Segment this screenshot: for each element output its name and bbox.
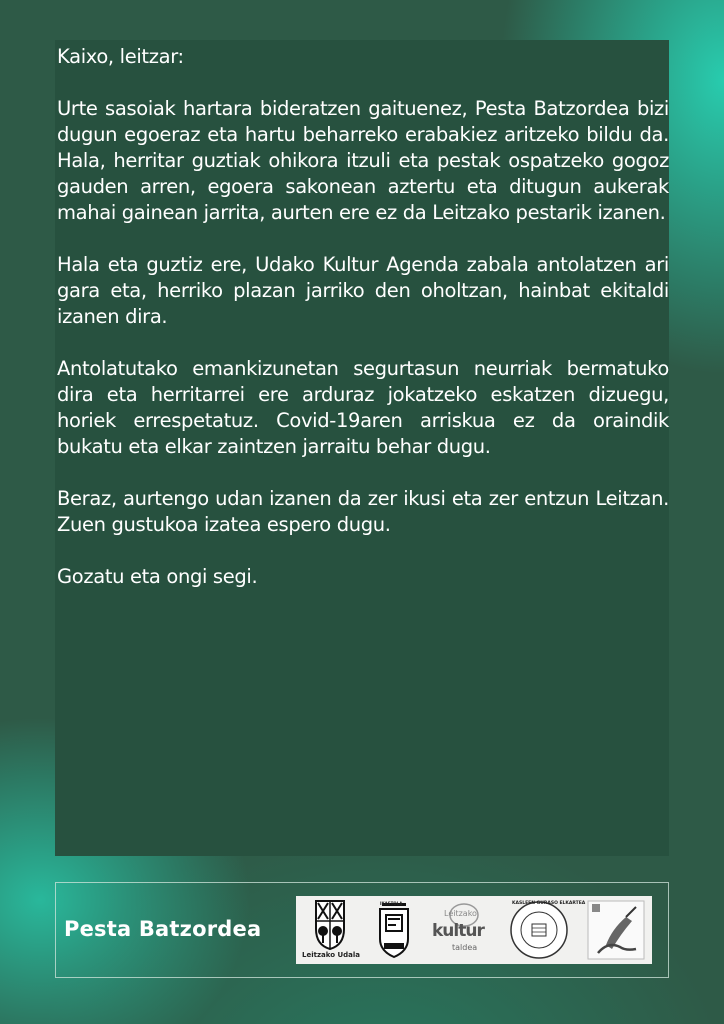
leitzako-udala-caption: Leitzako Udala [302,951,361,959]
letter-paragraph-1: Urte sasoiak hartara bideratzen gaituenez, Pesta Batzordea bizi dugun egoeraz eta hartu beharreko erabakiez aritzeko bildu da. Hala, herritar guztiak ohikora itzuli eta pestak ospatzeko gogoz gauden arren, egoera sakonean aztertu eta ditugun aukerak mahai gainean jarrita, aurten ere ez da Leitzako pestarik izanen. [57,97,669,224]
gazte-kultur-logo [374,899,414,961]
organizer-name: Pesta Batzordea [64,917,262,941]
guraso-elkartea-caption: KASLEEN GURASO ELKARTEA [512,901,586,906]
leitzako-udala-shield-icon [302,899,358,951]
kultur-taldea-caption-main: kultur [432,921,484,941]
letter-greeting: Kaixo, leitzar: [57,45,184,68]
leitzako-kultur-taldea-logo [430,899,488,961]
pen-hand-logo [586,899,646,961]
letter-closing: Gozatu eta ongi segi. [57,565,258,588]
guraso-elkartea-logo [508,899,586,961]
kultur-taldea-caption-top: Leitzako [444,909,477,918]
letter-paragraph-4: Beraz, aurtengo udan izanen da zer ikusi eta zer entzun Leitzan. Zuen gustukoa izatea espero dugu. [57,487,669,536]
letter-paragraph-2: Hala eta guztiz ere, Udako Kultur Agenda zabala antolatzen ari gara eta, herriko plazan jarriko den oholtzan, hainbat ekitaldi izanen dira. [57,253,669,328]
footer-box [55,882,669,978]
pen-hand-logo-icon [586,899,646,961]
leitzako-udala-logo [302,899,361,961]
gazte-kultur-logo-icon [374,899,414,961]
sponsor-logos-strip [296,896,652,964]
gazte-kultur-caption: IKASTOLA [380,901,403,906]
kultur-taldea-caption-bottom: taldea [452,943,478,952]
letter-panel [55,40,669,856]
guraso-elkartea-seal-icon [508,899,570,961]
letter-paragraph-3: Antolatutako emankizunetan segurtasun neurriak bermatuko dira eta herritarrei ere arduraz jokatzeko eskatzen dizuegu, horiek errespetatuz. Covid-19aren arriskua ez da oraindik bukatu eta elkar zaintzen jarraitu behar dugu. [57,357,669,458]
